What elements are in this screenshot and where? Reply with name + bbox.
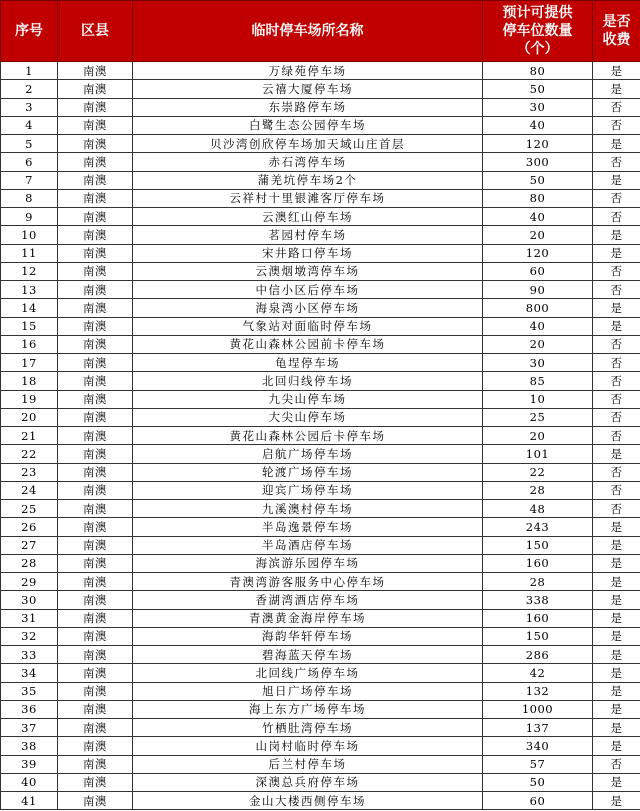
- table-row: [1, 591, 640, 609]
- cell-fee: 是: [593, 719, 640, 737]
- cell-name: 轮渡广场停车场: [133, 463, 483, 481]
- cell-seq: 22: [1, 445, 58, 463]
- table-row: [1, 481, 640, 499]
- cell-seq: 10: [1, 226, 58, 244]
- cell-capacity: 50: [483, 171, 593, 189]
- cell-fee: 是: [593, 299, 640, 317]
- cell-seq: 7: [1, 171, 58, 189]
- cell-district: 南澳: [58, 518, 133, 536]
- cell-capacity: 40: [483, 116, 593, 134]
- cell-capacity: 60: [483, 262, 593, 280]
- header-fee: [593, 1, 640, 62]
- cell-fee: 否: [593, 262, 640, 280]
- cell-name: 海滨游乐园停车场: [133, 554, 483, 572]
- cell-name: 海韵华轩停车场: [133, 627, 483, 645]
- cell-fee: 否: [593, 189, 640, 207]
- cell-district: 南澳: [58, 646, 133, 664]
- cell-fee: 是: [593, 591, 640, 609]
- cell-name: 贝沙湾创欣停车场加天域山庄首层: [133, 135, 483, 153]
- cell-fee: 是: [593, 646, 640, 664]
- cell-capacity: 243: [483, 518, 593, 536]
- cell-capacity: 48: [483, 500, 593, 518]
- cell-name: 蒲羌坑停车场2个: [133, 171, 483, 189]
- cell-name: 后兰村停车场: [133, 755, 483, 773]
- cell-name: 青澳湾游客服务中心停车场: [133, 573, 483, 591]
- cell-capacity: 160: [483, 554, 593, 572]
- table-row: [1, 518, 640, 536]
- cell-district: 南澳: [58, 664, 133, 682]
- cell-seq: 17: [1, 354, 58, 372]
- cell-fee: 否: [593, 335, 640, 353]
- table-row: [1, 408, 640, 426]
- table-row: [1, 390, 640, 408]
- cell-district: 南澳: [58, 372, 133, 390]
- cell-name: 宋井路口停车场: [133, 244, 483, 262]
- table-row: [1, 135, 640, 153]
- cell-name: 碧海蓝天停车场: [133, 646, 483, 664]
- table-row: [1, 427, 640, 445]
- cell-seq: 27: [1, 536, 58, 554]
- cell-district: 南澳: [58, 427, 133, 445]
- cell-fee: 否: [593, 463, 640, 481]
- cell-name: 竹栖肚湾停车场: [133, 719, 483, 737]
- table-row: [1, 226, 640, 244]
- cell-district: 南澳: [58, 609, 133, 627]
- table-row: [1, 445, 640, 463]
- cell-seq: 20: [1, 408, 58, 426]
- cell-fee: 是: [593, 737, 640, 755]
- cell-district: 南澳: [58, 573, 133, 591]
- cell-seq: 8: [1, 189, 58, 207]
- cell-seq: 15: [1, 317, 58, 335]
- cell-seq: 39: [1, 755, 58, 773]
- cell-district: 南澳: [58, 463, 133, 481]
- table-row: [1, 116, 640, 134]
- header-fee-line: 收费: [602, 32, 631, 48]
- cell-district: 南澳: [58, 62, 133, 80]
- cell-fee: 是: [593, 80, 640, 98]
- table-row: [1, 755, 640, 773]
- cell-district: 南澳: [58, 208, 133, 226]
- cell-capacity: 60: [483, 792, 593, 810]
- cell-district: 南澳: [58, 244, 133, 262]
- cell-name: 北回归线停车场: [133, 372, 483, 390]
- header-capacity-line: 停车位数量: [502, 23, 573, 39]
- table-row: [1, 244, 640, 262]
- cell-capacity: 50: [483, 773, 593, 791]
- header-capacity-line: 预计可提供: [502, 5, 573, 21]
- table-row: [1, 682, 640, 700]
- cell-capacity: 50: [483, 80, 593, 98]
- cell-seq: 25: [1, 500, 58, 518]
- cell-seq: 23: [1, 463, 58, 481]
- header-seq: 序号: [1, 1, 58, 62]
- cell-name: 云禧大厦停车场: [133, 80, 483, 98]
- cell-capacity: 30: [483, 354, 593, 372]
- cell-capacity: 85: [483, 372, 593, 390]
- cell-district: 南澳: [58, 500, 133, 518]
- cell-name: 金山大楼西侧停车场: [133, 792, 483, 810]
- table-row: [1, 208, 640, 226]
- cell-district: 南澳: [58, 536, 133, 554]
- cell-capacity: 120: [483, 135, 593, 153]
- cell-seq: 29: [1, 573, 58, 591]
- cell-fee: 是: [593, 554, 640, 572]
- table-body: [1, 62, 640, 810]
- cell-district: 南澳: [58, 700, 133, 718]
- table-row: [1, 664, 640, 682]
- cell-seq: 37: [1, 719, 58, 737]
- cell-fee: 是: [593, 518, 640, 536]
- cell-seq: 33: [1, 646, 58, 664]
- cell-fee: 否: [593, 408, 640, 426]
- cell-seq: 9: [1, 208, 58, 226]
- cell-district: 南澳: [58, 408, 133, 426]
- cell-fee: 是: [593, 573, 640, 591]
- cell-name: 北回线广场停车场: [133, 664, 483, 682]
- cell-seq: 36: [1, 700, 58, 718]
- cell-fee: 否: [593, 208, 640, 226]
- cell-district: 南澳: [58, 189, 133, 207]
- table-row: [1, 737, 640, 755]
- cell-fee: 是: [593, 627, 640, 645]
- cell-name: 山岗村临时停车场: [133, 737, 483, 755]
- table-row: [1, 299, 640, 317]
- table-row: [1, 262, 640, 280]
- cell-fee: 是: [593, 773, 640, 791]
- cell-district: 南澳: [58, 299, 133, 317]
- cell-district: 南澳: [58, 135, 133, 153]
- table-row: [1, 463, 640, 481]
- cell-capacity: 340: [483, 737, 593, 755]
- cell-fee: 是: [593, 664, 640, 682]
- cell-name: 茗园村停车场: [133, 226, 483, 244]
- cell-name: 龟埕停车场: [133, 354, 483, 372]
- cell-capacity: 40: [483, 317, 593, 335]
- cell-fee: 是: [593, 700, 640, 718]
- cell-name: 黄花山森林公园后卡停车场: [133, 427, 483, 445]
- cell-seq: 1: [1, 62, 58, 80]
- cell-seq: 28: [1, 554, 58, 572]
- table-row: [1, 573, 640, 591]
- cell-fee: 否: [593, 481, 640, 499]
- cell-fee: 否: [593, 281, 640, 299]
- table-row: [1, 554, 640, 572]
- cell-seq: 19: [1, 390, 58, 408]
- cell-fee: 否: [593, 354, 640, 372]
- cell-capacity: 160: [483, 609, 593, 627]
- cell-seq: 3: [1, 98, 58, 116]
- cell-name: 香湖湾酒店停车场: [133, 591, 483, 609]
- cell-capacity: 40: [483, 208, 593, 226]
- cell-capacity: 25: [483, 408, 593, 426]
- cell-district: 南澳: [58, 773, 133, 791]
- cell-capacity: 10: [483, 390, 593, 408]
- cell-seq: 12: [1, 262, 58, 280]
- cell-capacity: 42: [483, 664, 593, 682]
- cell-district: 南澳: [58, 627, 133, 645]
- cell-seq: 13: [1, 281, 58, 299]
- cell-district: 南澳: [58, 390, 133, 408]
- cell-district: 南澳: [58, 281, 133, 299]
- cell-district: 南澳: [58, 317, 133, 335]
- cell-seq: 2: [1, 80, 58, 98]
- cell-name: 黄花山森林公园前卡停车场: [133, 335, 483, 353]
- table-row: [1, 372, 640, 390]
- header-row: [1, 1, 640, 62]
- cell-capacity: 28: [483, 573, 593, 591]
- cell-district: 南澳: [58, 335, 133, 353]
- cell-district: 南澳: [58, 481, 133, 499]
- table-row: [1, 719, 640, 737]
- cell-capacity: 80: [483, 189, 593, 207]
- cell-seq: 4: [1, 116, 58, 134]
- cell-seq: 14: [1, 299, 58, 317]
- cell-capacity: 120: [483, 244, 593, 262]
- cell-district: 南澳: [58, 98, 133, 116]
- cell-district: 南澳: [58, 262, 133, 280]
- cell-capacity: 28: [483, 481, 593, 499]
- table-row: [1, 153, 640, 171]
- header-capacity: [483, 1, 593, 62]
- cell-capacity: 286: [483, 646, 593, 664]
- cell-name: 万绿苑停车场: [133, 62, 483, 80]
- cell-capacity: 22: [483, 463, 593, 481]
- cell-name: 青澳黄金海岸停车场: [133, 609, 483, 627]
- cell-seq: 16: [1, 335, 58, 353]
- cell-fee: 否: [593, 390, 640, 408]
- cell-district: 南澳: [58, 226, 133, 244]
- cell-seq: 6: [1, 153, 58, 171]
- cell-seq: 34: [1, 664, 58, 682]
- table-row: [1, 317, 640, 335]
- cell-capacity: 101: [483, 445, 593, 463]
- table-row: [1, 536, 640, 554]
- cell-name: 深澳总兵府停车场: [133, 773, 483, 791]
- cell-district: 南澳: [58, 792, 133, 810]
- cell-name: 九尖山停车场: [133, 390, 483, 408]
- cell-district: 南澳: [58, 80, 133, 98]
- cell-fee: 否: [593, 372, 640, 390]
- header-capacity-line: （个）: [516, 41, 559, 57]
- cell-fee: 是: [593, 226, 640, 244]
- cell-seq: 21: [1, 427, 58, 445]
- cell-district: 南澳: [58, 153, 133, 171]
- table-row: [1, 792, 640, 810]
- cell-capacity: 150: [483, 536, 593, 554]
- cell-capacity: 150: [483, 627, 593, 645]
- cell-fee: 是: [593, 682, 640, 700]
- cell-fee: 是: [593, 792, 640, 810]
- cell-seq: 11: [1, 244, 58, 262]
- cell-fee: 否: [593, 116, 640, 134]
- cell-fee: 否: [593, 98, 640, 116]
- cell-district: 南澳: [58, 445, 133, 463]
- table-row: [1, 609, 640, 627]
- cell-district: 南澳: [58, 719, 133, 737]
- cell-seq: 38: [1, 737, 58, 755]
- cell-seq: 31: [1, 609, 58, 627]
- cell-name: 中信小区后停车场: [133, 281, 483, 299]
- cell-name: 半岛逸景停车场: [133, 518, 483, 536]
- cell-name: 海上东方广场停车场: [133, 700, 483, 718]
- cell-seq: 35: [1, 682, 58, 700]
- cell-name: 云澳烟墩湾停车场: [133, 262, 483, 280]
- cell-fee: 是: [593, 317, 640, 335]
- cell-seq: 18: [1, 372, 58, 390]
- cell-fee: 是: [593, 536, 640, 554]
- table-row: [1, 335, 640, 353]
- header-fee-line: 是否: [602, 14, 631, 30]
- table-row: [1, 500, 640, 518]
- header-name: 临时停车场所名称: [133, 1, 483, 62]
- cell-district: 南澳: [58, 354, 133, 372]
- table-row: [1, 98, 640, 116]
- cell-capacity: 1000: [483, 700, 593, 718]
- cell-name: 赤石湾停车场: [133, 153, 483, 171]
- cell-name: 海泉湾小区停车场: [133, 299, 483, 317]
- table-row: [1, 354, 640, 372]
- cell-seq: 41: [1, 792, 58, 810]
- cell-name: 云祥村十里银滩客厅停车场: [133, 189, 483, 207]
- cell-district: 南澳: [58, 171, 133, 189]
- cell-district: 南澳: [58, 116, 133, 134]
- cell-name: 白鹭生态公园停车场: [133, 116, 483, 134]
- cell-district: 南澳: [58, 755, 133, 773]
- cell-seq: 30: [1, 591, 58, 609]
- cell-fee: 是: [593, 62, 640, 80]
- cell-capacity: 300: [483, 153, 593, 171]
- cell-name: 迎宾广场停车场: [133, 481, 483, 499]
- cell-name: 启航广场停车场: [133, 445, 483, 463]
- cell-capacity: 20: [483, 335, 593, 353]
- cell-district: 南澳: [58, 682, 133, 700]
- table-row: [1, 80, 640, 98]
- cell-capacity: 132: [483, 682, 593, 700]
- cell-fee: 是: [593, 244, 640, 262]
- cell-capacity: 800: [483, 299, 593, 317]
- cell-fee: 是: [593, 135, 640, 153]
- cell-capacity: 30: [483, 98, 593, 116]
- cell-seq: 26: [1, 518, 58, 536]
- cell-name: 气象站对面临时停车场: [133, 317, 483, 335]
- cell-district: 南澳: [58, 554, 133, 572]
- table-row: [1, 171, 640, 189]
- cell-district: 南澳: [58, 591, 133, 609]
- cell-seq: 32: [1, 627, 58, 645]
- cell-fee: 是: [593, 445, 640, 463]
- cell-capacity: 57: [483, 755, 593, 773]
- table-row: [1, 62, 640, 80]
- table-row: [1, 189, 640, 207]
- cell-name: 大尖山停车场: [133, 408, 483, 426]
- cell-fee: 是: [593, 171, 640, 189]
- table-row: [1, 627, 640, 645]
- cell-fee: 否: [593, 500, 640, 518]
- cell-name: 云澳红山停车场: [133, 208, 483, 226]
- cell-name: 九溪澳村停车场: [133, 500, 483, 518]
- cell-fee: 是: [593, 609, 640, 627]
- header-district: 区县: [58, 1, 133, 62]
- table-row: [1, 700, 640, 718]
- cell-seq: 5: [1, 135, 58, 153]
- cell-capacity: 137: [483, 719, 593, 737]
- cell-capacity: 338: [483, 591, 593, 609]
- table-row: [1, 773, 640, 791]
- table-row: [1, 646, 640, 664]
- cell-capacity: 20: [483, 226, 593, 244]
- cell-seq: 24: [1, 481, 58, 499]
- cell-name: 半岛酒店停车场: [133, 536, 483, 554]
- cell-name: 东崇路停车场: [133, 98, 483, 116]
- cell-name: 旭日广场停车场: [133, 682, 483, 700]
- cell-fee: 否: [593, 755, 640, 773]
- cell-fee: 否: [593, 427, 640, 445]
- cell-seq: 40: [1, 773, 58, 791]
- cell-capacity: 80: [483, 62, 593, 80]
- cell-district: 南澳: [58, 737, 133, 755]
- cell-fee: 否: [593, 153, 640, 171]
- cell-capacity: 90: [483, 281, 593, 299]
- table-row: [1, 281, 640, 299]
- cell-capacity: 20: [483, 427, 593, 445]
